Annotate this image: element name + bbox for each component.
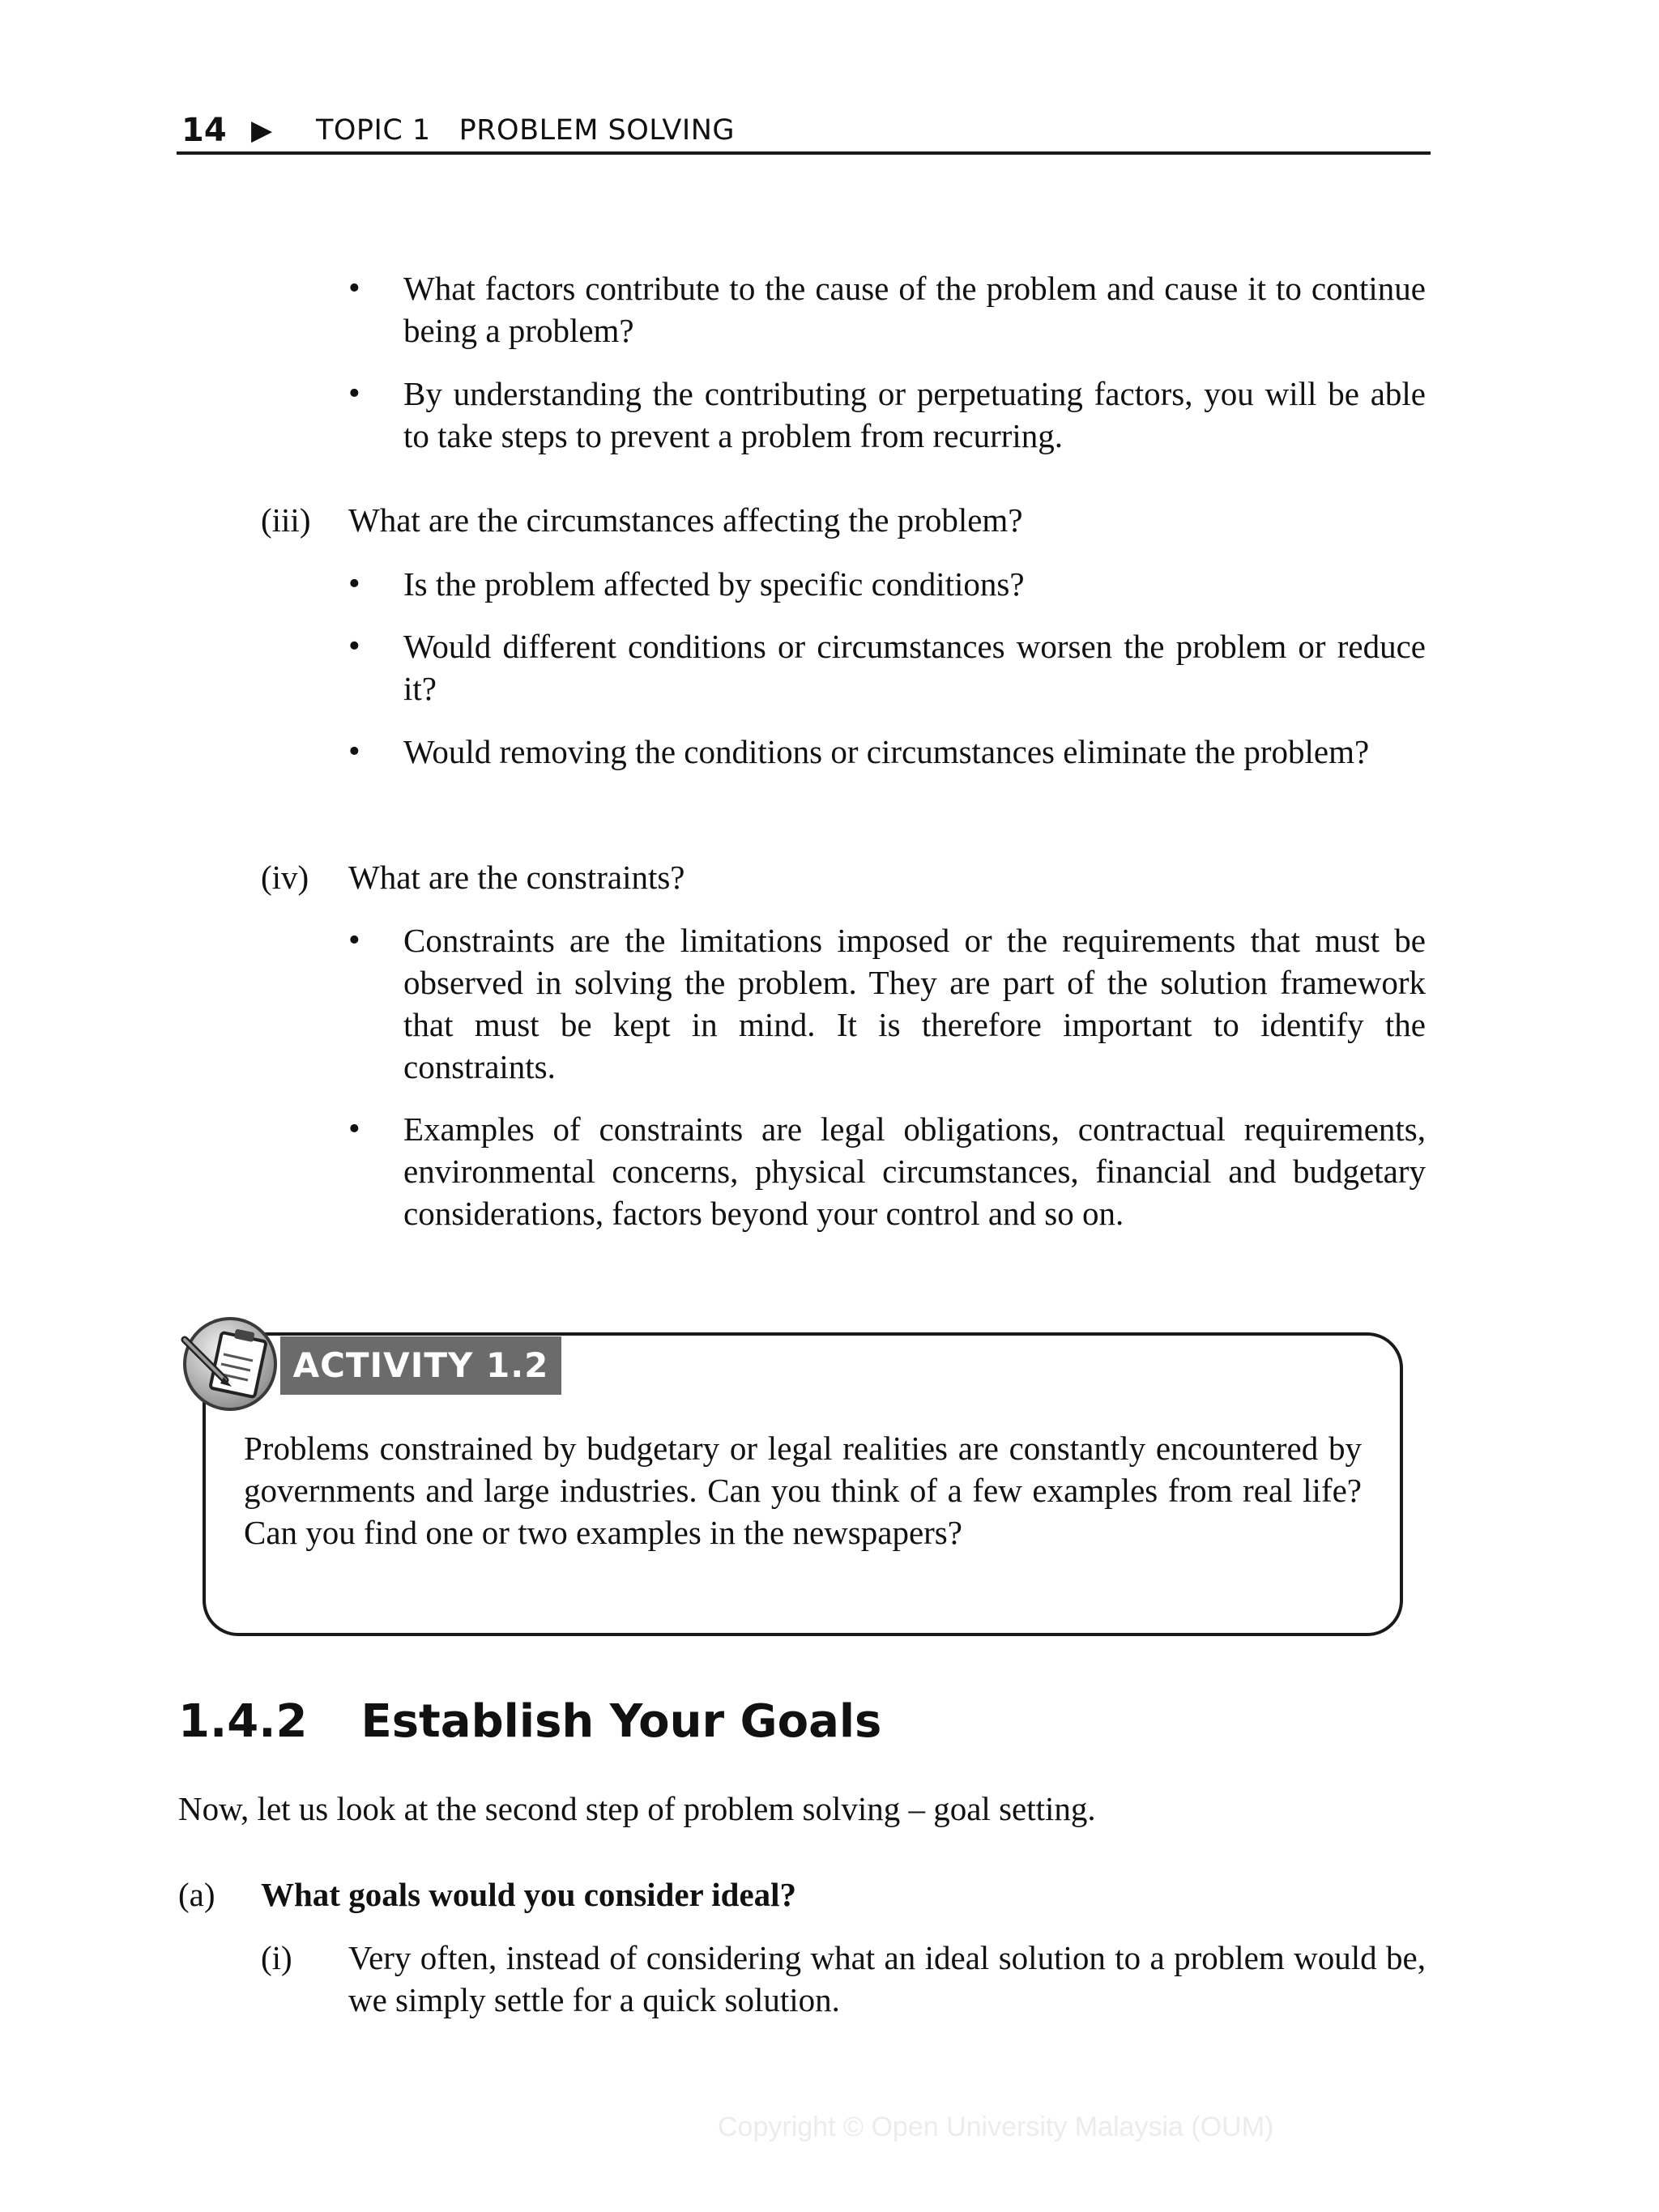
item-label-iv: (iv) xyxy=(261,859,309,896)
item-label-i: (i) xyxy=(261,1939,292,1976)
clipboard-pencil-icon xyxy=(177,1312,280,1416)
activity-title: ACTIVITY 1.2 xyxy=(280,1336,561,1395)
list-item: Examples of constraints are legal obligations, contractual requirements, environmental concerns, physical circumstances, financial and budgetary considerations, factors beyond your control and so on. xyxy=(403,1110,1426,1232)
triangle-right-icon: ▶ xyxy=(251,114,273,147)
list-item: Constraints are the limitations imposed or the requirements that must be observed in solving the problem. They are part of the solution framework that must be kept in mind. It is therefore important to identify the constraints. xyxy=(403,922,1426,1085)
running-header xyxy=(177,109,1431,155)
item-label-a: (a) xyxy=(178,1876,215,1913)
bullet-icon: • xyxy=(348,565,360,603)
list-item: Would removing the conditions or circumstances eliminate the problem? xyxy=(403,733,1370,770)
item-question-iii: What are the circumstances affecting the problem? xyxy=(348,501,1023,539)
section-title: Establish Your Goals xyxy=(360,1695,882,1748)
section-intro: Now, let us look at the second step of problem solving – goal setting. xyxy=(178,1790,1096,1827)
section-heading xyxy=(178,1694,881,1750)
bullet-icon: • xyxy=(348,733,360,770)
item-label-iii: (iii) xyxy=(261,501,311,539)
bullet-icon: • xyxy=(348,270,360,307)
header-topic: TOPIC 1 PROBLEM SOLVING xyxy=(316,114,736,147)
item-text-i: Very often, instead of considering what an ideal solution to a problem would be, we simply settle for a quick solution. xyxy=(348,1939,1426,2018)
page-number: 14 xyxy=(181,112,227,149)
activity-text: Problems constrained by budgetary or legal realities are constantly encountered by governments and large industries. Can you think of a few examples from real life? Can you find one or two examples in the newspapers? xyxy=(244,1430,1362,1551)
list-item: By understanding the contributing or perpetuating factors, you will be able to take steps to prevent a problem from recurring. xyxy=(403,375,1426,454)
bullet-icon: • xyxy=(348,375,360,412)
bullet-icon: • xyxy=(348,1110,360,1148)
bullet-icon: • xyxy=(348,922,360,959)
list-item: What factors contribute to the cause of the problem and cause it to continue being a problem? xyxy=(403,270,1426,349)
list-item: Is the problem affected by specific conditions? xyxy=(403,565,1025,603)
section-number: 1.4.2 xyxy=(178,1695,308,1748)
copyright-watermark: Copyright © Open University Malaysia (OUM) xyxy=(718,2112,1274,2142)
bullet-icon: • xyxy=(348,628,360,665)
item-question-iv: What are the constraints? xyxy=(348,859,685,896)
item-heading-a: What goals would you consider ideal? xyxy=(261,1876,797,1913)
list-item: Would different conditions or circumstances worsen the problem or reduce it? xyxy=(403,628,1426,707)
